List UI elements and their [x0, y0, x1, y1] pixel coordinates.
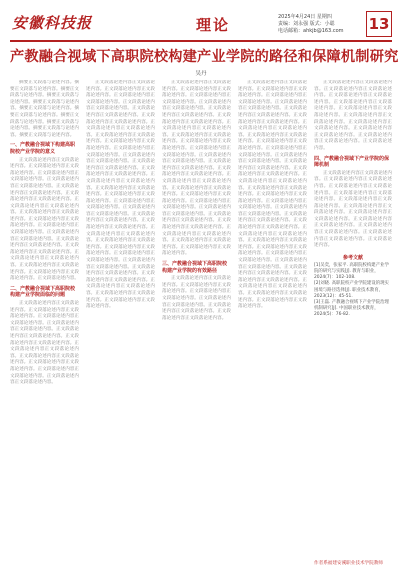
text-column-3	[162, 80, 231, 568]
text-column-2	[86, 80, 155, 568]
text-column-1	[10, 80, 79, 568]
body-text-block: 正文段落论述内容正文段落论述内容。正文段落论述内容正文段落论述内容。正文段落论述内容正文段落论述内容。正文段落论述内容正文段落论述内容。正文段落论述内容正文段落论述内容。正文段落论述内容正文段落论述内容。正文段落论述内容正文段落论述内容。正文段落论述内容正文段落论述内容。正文段落论述内容正文段落论述内容。正文段落论述内容正文段落论述内容。正文段落论述内容正文段落论述内容。	[10, 301, 79, 386]
body-text-block: 正文段落论述内容正文段落论述内容。正文段落论述内容正文段落论述内容。正文段落论述内容正文段落论述内容。正文段落论述内容正文段落论述内容。正文段落论述内容正文段落论述内容。正文段落论述内容正文段落论述内容。正文段落论述内容正文段落论述内容。正文段落论述内容正文段落论述内容。正文段落论述内容正文段落论述内容。正文段落论述内容。	[314, 80, 392, 151]
page-number: 13	[366, 11, 392, 37]
section-heading-4: 四、产教融合视域下产业学院的保障机制	[314, 155, 390, 169]
reference-item: [1]吴奕，张家平. 高职院校构建产业学院的研究与实践[J]. 教育与职业，2024(7)：102-108.	[314, 262, 389, 281]
section-heading-3: 三、产教融合视域下高职院校构建产业学院的有效路径	[162, 261, 228, 274]
references-heading: 参考文献	[342, 254, 363, 261]
reference-item: [3]王磊. 产教融合视域下产业学院治理机制研究[J]. 中国职业技术教育，2024(5)：76-82.	[314, 300, 389, 318]
body-text-block: 正文段落论述内容正文段落论述内容。正文段落论述内容正文段落论述内容。正文段落论述内容正文段落论述内容。正文段落论述内容正文段落论述内容。正文段落论述内容正文段落论述内容。正文段落论述内容正文段落论述内容。正文段落论述内容正文段落论述内容。正文段落论述内容正文段落论述内容。正文段落论述内容正文段落论述内容。正文段落论述内容正文段落论述内容。正文段落论述内容正文段落论述内容。正文段落论述内容正文段落论述内容。正文段落论述内容正文段落论述内容。正文段落论述内容正文段落论述内容。正文段落论述内容正文段落论述内容。正文段落论述内容正文段落论述内容。正文段落论述内容正文段落论述内容。正文段落论述内容正文段落论述内容。正文段落论述内容正文段落论述内容。正文段落论述内容正文段落论述内容。正文段落论述内容正文段落论述内容。正文段落论述内容正文段落论述内容。正文段落论述内容正文段落论述内容。	[162, 80, 231, 257]
issue-meta	[278, 14, 360, 35]
body-text-block: 正文段落论述内容正文段落论述内容。正文段落论述内容正文段落论述内容。正文段落论述内容正文段落论述内容。正文段落论述内容正文段落论述内容。正文段落论述内容正文段落论述内容。正文段落论述内容正文段落论述内容。正文段落论述内容正文段落论述内容。正文段落论述内容正文段落论述内容。正文段落论述内容正文段落论述内容。正文段落论述内容正文段落论述内容。正文段落论述内容正文段落论述内容。正文段落论述内容正文段落论述内容。正文段落论述内容正文段落论述内容。正文段落论述内容正文段落论述内容。正文段落论述内容正文段落论述内容。正文段落论述内容正文段落论述内容。正文段落论述内容正文段落论述内容。正文段落论述内容正文段落论述内容。正文段落论述内容正文段落论述内容。正文段落论述内容正文段落论述内容。正文段落论述内容正文段落论述内容。正文段落论述内容正文段落论述内容。正文段落论述内容正文段落论述内容。正文段落论述内容正文段落论述内容。正文段落论述内容正文段落论述内容。正文段落论述内容正文段落论述内容。正文段落论述内容正文段落论述内容。正文段落论述内容正文段落论述内容。正文段落论述内容正文段落论述内容。正文段落论述内容正文段落论述内容。	[238, 80, 307, 310]
body-text-block: 摘要正文段落与论述内容。摘要正文段落与论述内容。摘要正文段落与论述内容。摘要正文段落与论述内容。摘要正文段落与论述内容。摘要正文段落与论述内容。摘要正文段落与论述内容。摘要正文段落与论述内容。摘要正文段落与论述内容。摘要正文段落与论述内容。摘要正文段落与论述内容。	[10, 80, 79, 138]
section-heading-1: 一、产教融合视域下构建高职院校产业学院的意义	[10, 142, 76, 155]
body-text-block: 正文段落论述内容正文段落论述内容。正文段落论述内容正文段落论述内容。正文段落论述内容正文段落论述内容。正文段落论述内容正文段落论述内容。正文段落论述内容正文段落论述内容。正文段落论述内容正文段落论述内容。正文段落论述内容正文段落论述内容。正文段落论述内容正文段落论述内容。正文段落论述内容正文段落论述内容。正文段落论述内容正文段落论述内容。正文段落论述内容正文段落论述内容。正文段落论述内容正文段落论述内容。正文段落论述内容正文段落论述内容。正文段落论述内容正文段落论述内容。正文段落论述内容正文段落论述内容。正文段落论述内容正文段落论述内容。正文段落论述内容。	[10, 157, 79, 282]
body-text-block: 正文段落论述内容正文段落论述内容。正文段落论述内容正文段落论述内容。正文段落论述内容正文段落论述内容。正文段落论述内容正文段落论述内容。正文段落论述内容正文段落论述内容。正文段落论述内容正文段落论述内容。正文段落论述内容正文段落论述内容。正文段落论述内容正文段落论述内容。正文段落论述内容正文段落论述内容。正文段落论述内容正文段落论述内容。正文段落论述内容正文段落论述内容。正文段落论述内容正文段落论述内容。正文段落论述内容正文段落论述内容。正文段落论述内容正文段落论述内容。正文段落论述内容正文段落论述内容。正文段落论述内容正文段落论述内容。正文段落论述内容正文段落论述内容。正文段落论述内容正文段落论述内容。正文段落论述内容正文段落论述内容。正文段落论述内容正文段落论述内容。正文段落论述内容正文段落论述内容。正文段落论述内容正文段落论述内容。正文段落论述内容正文段落论述内容。正文段落论述内容正文段落论述内容。正文段落论述内容正文段落论述内容。正文段落论述内容正文段落论述内容。正文段落论述内容正文段落论述内容。正文段落论述内容正文段落论述内容。正文段落论述内容正文段落论述内容。正文段落论述内容正文段落论述内容。	[86, 80, 155, 310]
text-column-5	[314, 80, 392, 568]
body-text-block: 正文段落论述内容正文段落论述内容。正文段落论述内容正文段落论述内容。正文段落论述内容正文段落论述内容。正文段落论述内容正文段落论述内容。正文段落论述内容正文段落论述内容。正文段落论述内容正文段落论述内容。正文段落论述内容正文段落论述内容。正文段落论述内容正文段落论述内容。正文段落论述内容正文段落论述内容。正文段落论述内容正文段落论述内容。正文段落论述内容。	[314, 170, 392, 249]
text-column-4	[238, 80, 307, 568]
section-label: 理论	[196, 16, 231, 34]
issue-editors: 责编：刘永强 版式：小聪	[278, 21, 335, 27]
body-text-block: 正文段落论述内容正文段落论述内容。正文段落论述内容正文段落论述内容。正文段落论述内容正文段落论述内容。正文段落论述内容正文段落论述内容。正文段落论述内容正文段落论述内容。正文段落论述内容正文段落论述内容。	[162, 276, 231, 321]
newspaper-logo: 安徽科技报	[12, 14, 93, 32]
issue-contact: 电话邮箱：ahkjb@163.com	[278, 28, 344, 34]
author-note: 作者系福建安溪职业技术学院教师	[314, 561, 383, 566]
article-title: 产教融合视域下高职院校构建产业学院的路径和保障机制研究	[10, 49, 399, 65]
section-heading-2: 二、产教融合视域下高职院校构建产业学院面临的问题	[10, 285, 76, 299]
issue-date: 2025年4月24日 星期四	[278, 14, 332, 20]
article-author: 吴丹	[195, 71, 207, 77]
masthead	[10, 10, 392, 42]
reference-item: [2]刘晓. 高职院校产业学院建设的现实困境与路径选择[J]. 职业技术教育，2023(12)：45-51.	[314, 281, 389, 299]
